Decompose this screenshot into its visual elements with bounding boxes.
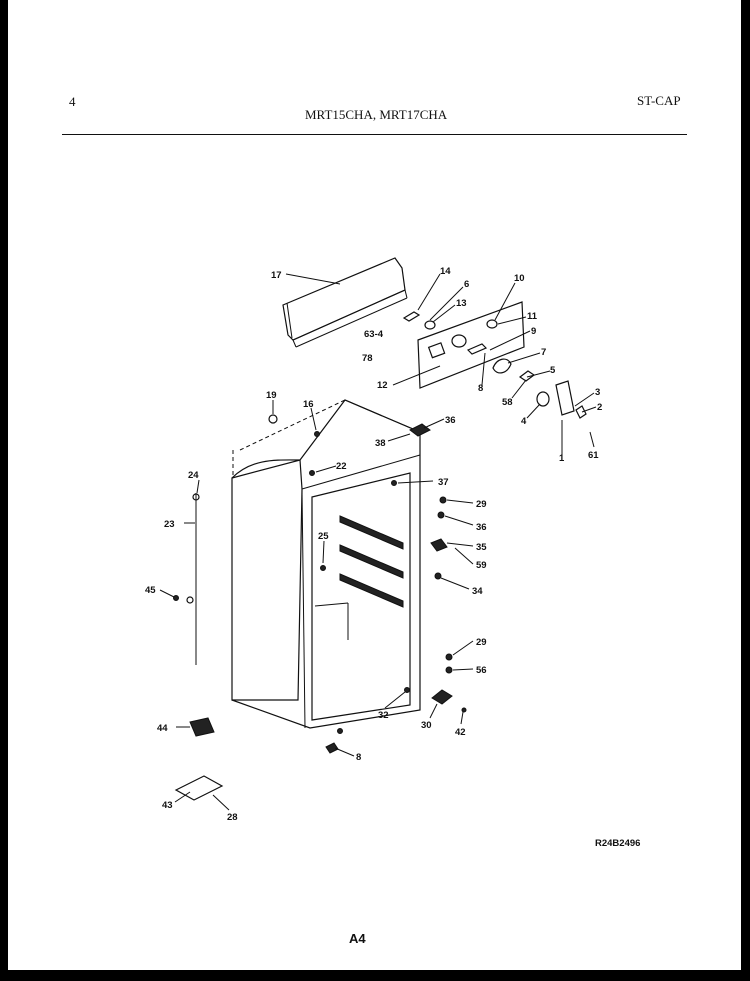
shelf-rails bbox=[340, 516, 403, 607]
page-number: 4 bbox=[69, 94, 76, 109]
callout: 56 bbox=[476, 665, 487, 676]
page-code: A4 bbox=[349, 931, 366, 946]
callout: 34 bbox=[472, 586, 483, 597]
callout: 9 bbox=[531, 326, 537, 337]
callout: 5 bbox=[550, 365, 556, 376]
callout: 30 bbox=[421, 720, 432, 731]
callout-labels bbox=[145, 266, 602, 823]
callout: 19 bbox=[266, 390, 277, 401]
callout: 44 bbox=[157, 723, 168, 734]
callout: 45 bbox=[145, 585, 156, 596]
callout: 58 bbox=[502, 397, 513, 408]
callout: 3 bbox=[595, 387, 601, 398]
callout: 43 bbox=[162, 800, 173, 811]
leader-lines bbox=[160, 274, 596, 810]
callout: 29 bbox=[476, 637, 487, 648]
callout: 16 bbox=[303, 399, 314, 410]
callout: 13 bbox=[456, 298, 467, 309]
callout: 29 bbox=[476, 499, 487, 510]
callout: 38 bbox=[375, 438, 386, 449]
control-panel bbox=[418, 302, 524, 388]
callout: 6 bbox=[464, 279, 470, 290]
callout: 11 bbox=[527, 311, 538, 322]
cabinet-liner bbox=[232, 400, 420, 728]
callout: 24 bbox=[188, 470, 199, 481]
callout: 4 bbox=[521, 416, 527, 427]
top-cover-panel bbox=[283, 258, 407, 347]
thermostat-parts bbox=[404, 312, 586, 418]
callout: 63-4 bbox=[364, 329, 384, 340]
callout: 7 bbox=[541, 347, 547, 358]
callout: 8 bbox=[478, 383, 484, 394]
callout: 25 bbox=[318, 531, 329, 542]
callout: 28 bbox=[227, 812, 238, 823]
callout: 61 bbox=[588, 450, 599, 461]
callout: 37 bbox=[438, 477, 449, 488]
callout: 23 bbox=[164, 519, 175, 530]
callout: 17 bbox=[271, 270, 282, 281]
callout: 36 bbox=[445, 415, 456, 426]
diagram-code: R24B2496 bbox=[595, 838, 641, 849]
callout: 36 bbox=[476, 522, 487, 533]
callout: 12 bbox=[377, 380, 388, 391]
callout: 42 bbox=[455, 727, 466, 738]
callout: 32 bbox=[378, 710, 389, 721]
callout: 78 bbox=[362, 353, 373, 364]
callout: 14 bbox=[440, 266, 451, 277]
drain-tube bbox=[187, 493, 199, 665]
lower-parts bbox=[174, 415, 467, 800]
section-code: ST-CAP bbox=[637, 93, 681, 108]
model-numbers: MRT15CHA, MRT17CHA bbox=[305, 107, 448, 122]
callout: 8 bbox=[356, 752, 362, 763]
callout: 10 bbox=[514, 273, 525, 284]
callout: 59 bbox=[476, 560, 487, 571]
callout: 35 bbox=[476, 542, 487, 553]
callout: 2 bbox=[597, 402, 603, 413]
callout: 1 bbox=[559, 453, 565, 464]
callout: 22 bbox=[336, 461, 347, 472]
